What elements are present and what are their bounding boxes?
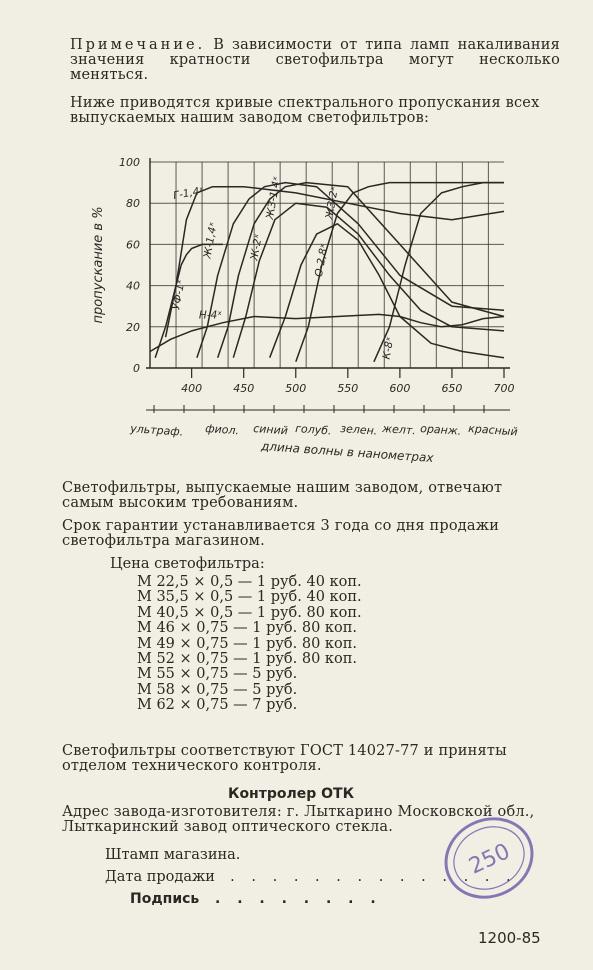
y-tick-label: 0 bbox=[133, 362, 140, 375]
y-tick-label: 20 bbox=[126, 320, 140, 334]
signature-dots: . . . . . . . . bbox=[204, 891, 382, 907]
series-label: О-2,8ˣ bbox=[312, 242, 331, 278]
warranty-paragraph: Срок гарантии устанавливается 3 года со дня продажи светофильтра магазином. bbox=[62, 518, 500, 549]
note-paragraph bbox=[70, 38, 560, 83]
x-tick-label: 700 bbox=[493, 382, 515, 395]
price-list bbox=[137, 575, 362, 714]
gost-paragraph: Светофильтры соответствуют ГОСТ 14027-77 и приняты отделом технического контроля. bbox=[62, 743, 507, 774]
band-label: ультраф. bbox=[129, 422, 184, 439]
x-axis-label: длина волны в нанометрах bbox=[260, 439, 434, 466]
series-line bbox=[197, 183, 504, 358]
series-label: К-8ˣ bbox=[380, 335, 397, 361]
stamp-field bbox=[105, 847, 240, 863]
series-label: Ж-1,4ˣ bbox=[201, 221, 220, 260]
x-tick-label: 400 bbox=[181, 382, 203, 395]
note-lead: Примечание. bbox=[70, 37, 206, 53]
band-label: желт. bbox=[381, 422, 417, 438]
band-label: зелен. bbox=[339, 422, 378, 438]
price-item: М 40,5 × 0,5 — 1 руб. 80 коп. bbox=[137, 604, 362, 621]
x-tick-label: 500 bbox=[285, 382, 307, 395]
x-tick-label: 550 bbox=[337, 382, 359, 395]
price-item: М 46 × 0,75 — 1 руб. 80 коп. bbox=[137, 620, 357, 637]
y-axis-label: пропускание в % bbox=[91, 206, 106, 324]
y-tick-label: 100 bbox=[119, 156, 140, 169]
series-label: ЖЗ-1,4ˣ bbox=[263, 175, 284, 221]
band-label: красный bbox=[467, 422, 519, 439]
x-tick-label: 450 bbox=[233, 382, 255, 395]
price-item: М 55 × 0,75 — 5 руб. bbox=[137, 666, 298, 683]
series-line bbox=[218, 183, 504, 358]
stamp-label: Штамп магазина. bbox=[105, 847, 241, 863]
price-item: М 52 × 0,75 — 1 руб. 80 коп. bbox=[137, 651, 357, 668]
otk-heading: Контролер ОТК bbox=[228, 786, 355, 802]
band-label: синий bbox=[252, 422, 289, 438]
chart-labels bbox=[91, 156, 518, 465]
x-tick-label: 650 bbox=[441, 382, 463, 395]
y-tick-label: 60 bbox=[126, 238, 140, 252]
spectral-transmission-chart bbox=[82, 150, 522, 472]
factory-stamp bbox=[434, 808, 544, 908]
series-label: ЖЗ-2ˣ bbox=[323, 185, 341, 221]
stamp-number: 250 bbox=[465, 839, 514, 880]
print-serial: 1200-85 bbox=[478, 929, 541, 947]
series-label: Ж-2ˣ bbox=[248, 233, 265, 262]
series-label: УФ-1ˣ bbox=[170, 278, 188, 311]
signature-label: Подпись bbox=[130, 891, 200, 907]
price-item: М 49 × 0,75 — 1 руб. 80 коп. bbox=[137, 635, 357, 652]
y-tick-label: 80 bbox=[126, 197, 140, 211]
series-line bbox=[374, 183, 504, 362]
signature-field bbox=[130, 891, 382, 907]
quality-paragraph: Светофильтры, выпускаемые нашим заводом, отвечают самым высоким требованиям. bbox=[62, 480, 503, 511]
band-label: голуб. bbox=[294, 422, 332, 438]
series-label: Н-4ˣ bbox=[198, 309, 222, 322]
series-label: Г-1,4ˣ bbox=[172, 184, 205, 203]
sale-date-label: Дата продажи bbox=[105, 869, 215, 885]
address-paragraph: Адрес завода-изготовителя: г. Лыткарино Московской обл., Лыткаринский завод оптического стекла. bbox=[62, 804, 535, 835]
price-item: М 35,5 × 0,5 — 1 руб. 40 коп. bbox=[137, 589, 362, 606]
band-label: фиол. bbox=[204, 422, 240, 438]
note-text: В зависимости от типа ламп накаливания значения кратности светофильтра могут несколько меняться. bbox=[70, 37, 560, 83]
chart-intro: Ниже приводятся кривые спектрального пропускания всех выпускаемых нашим заводом светофильтров: bbox=[70, 95, 540, 126]
x-tick-label: 600 bbox=[389, 382, 411, 395]
y-tick-label: 40 bbox=[126, 279, 140, 293]
series-line bbox=[233, 203, 504, 358]
price-item: М 58 × 0,75 — 5 руб. bbox=[137, 681, 298, 698]
sale-date-dots: . . . . . . . . . . . . . . bbox=[219, 869, 517, 885]
price-item: М 62 × 0,75 — 7 руб. bbox=[137, 697, 298, 714]
band-label: оранж. bbox=[419, 422, 462, 438]
price-title: Цена светофильтра: bbox=[110, 556, 265, 572]
price-item: М 22,5 × 0,5 — 1 руб. 40 коп. bbox=[137, 574, 362, 590]
